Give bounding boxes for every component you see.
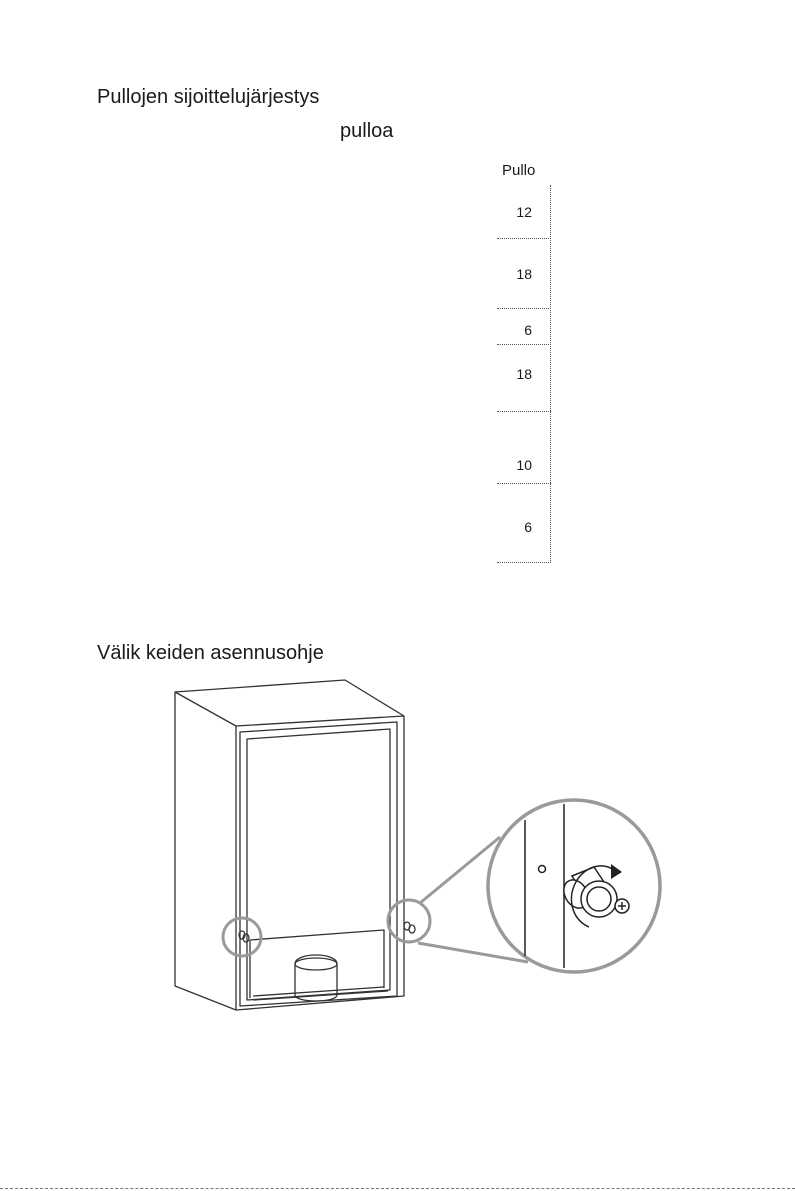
- hinge-hole-right: [409, 925, 415, 933]
- cabinet-outline: [175, 680, 404, 1010]
- highlight-circle-right: [388, 900, 430, 942]
- door-frame-outer: [240, 722, 397, 1006]
- bottle-count-cell: 12: [516, 204, 532, 220]
- bottles-subtitle: pulloa: [340, 120, 394, 142]
- highlight-circle-left: [223, 918, 261, 956]
- spacer-installation-title: Välik keiden asennusohje: [97, 642, 324, 664]
- door-frame-inner: [247, 729, 390, 1000]
- rotation-arrowhead-icon: [611, 864, 622, 879]
- spacer-face-inner: [587, 887, 611, 911]
- bottle-count-cell: 6: [524, 519, 532, 535]
- cabinet-top-edge: [175, 692, 404, 726]
- bottle-column-header: Pullo: [502, 162, 536, 179]
- bottle-count-cell: 10: [516, 457, 532, 473]
- drawer-top: [250, 930, 384, 988]
- placement-order-title: Pullojen sijoittelujärjestys: [97, 86, 320, 108]
- page-bottom-rule: [0, 1188, 795, 1189]
- detail-screw-hole: [539, 866, 546, 873]
- bottle-count-cell: 18: [516, 366, 532, 382]
- compressor-top: [295, 958, 337, 970]
- bottle-count-cell: 6: [524, 322, 532, 338]
- bottle-count-cell: 18: [516, 266, 532, 282]
